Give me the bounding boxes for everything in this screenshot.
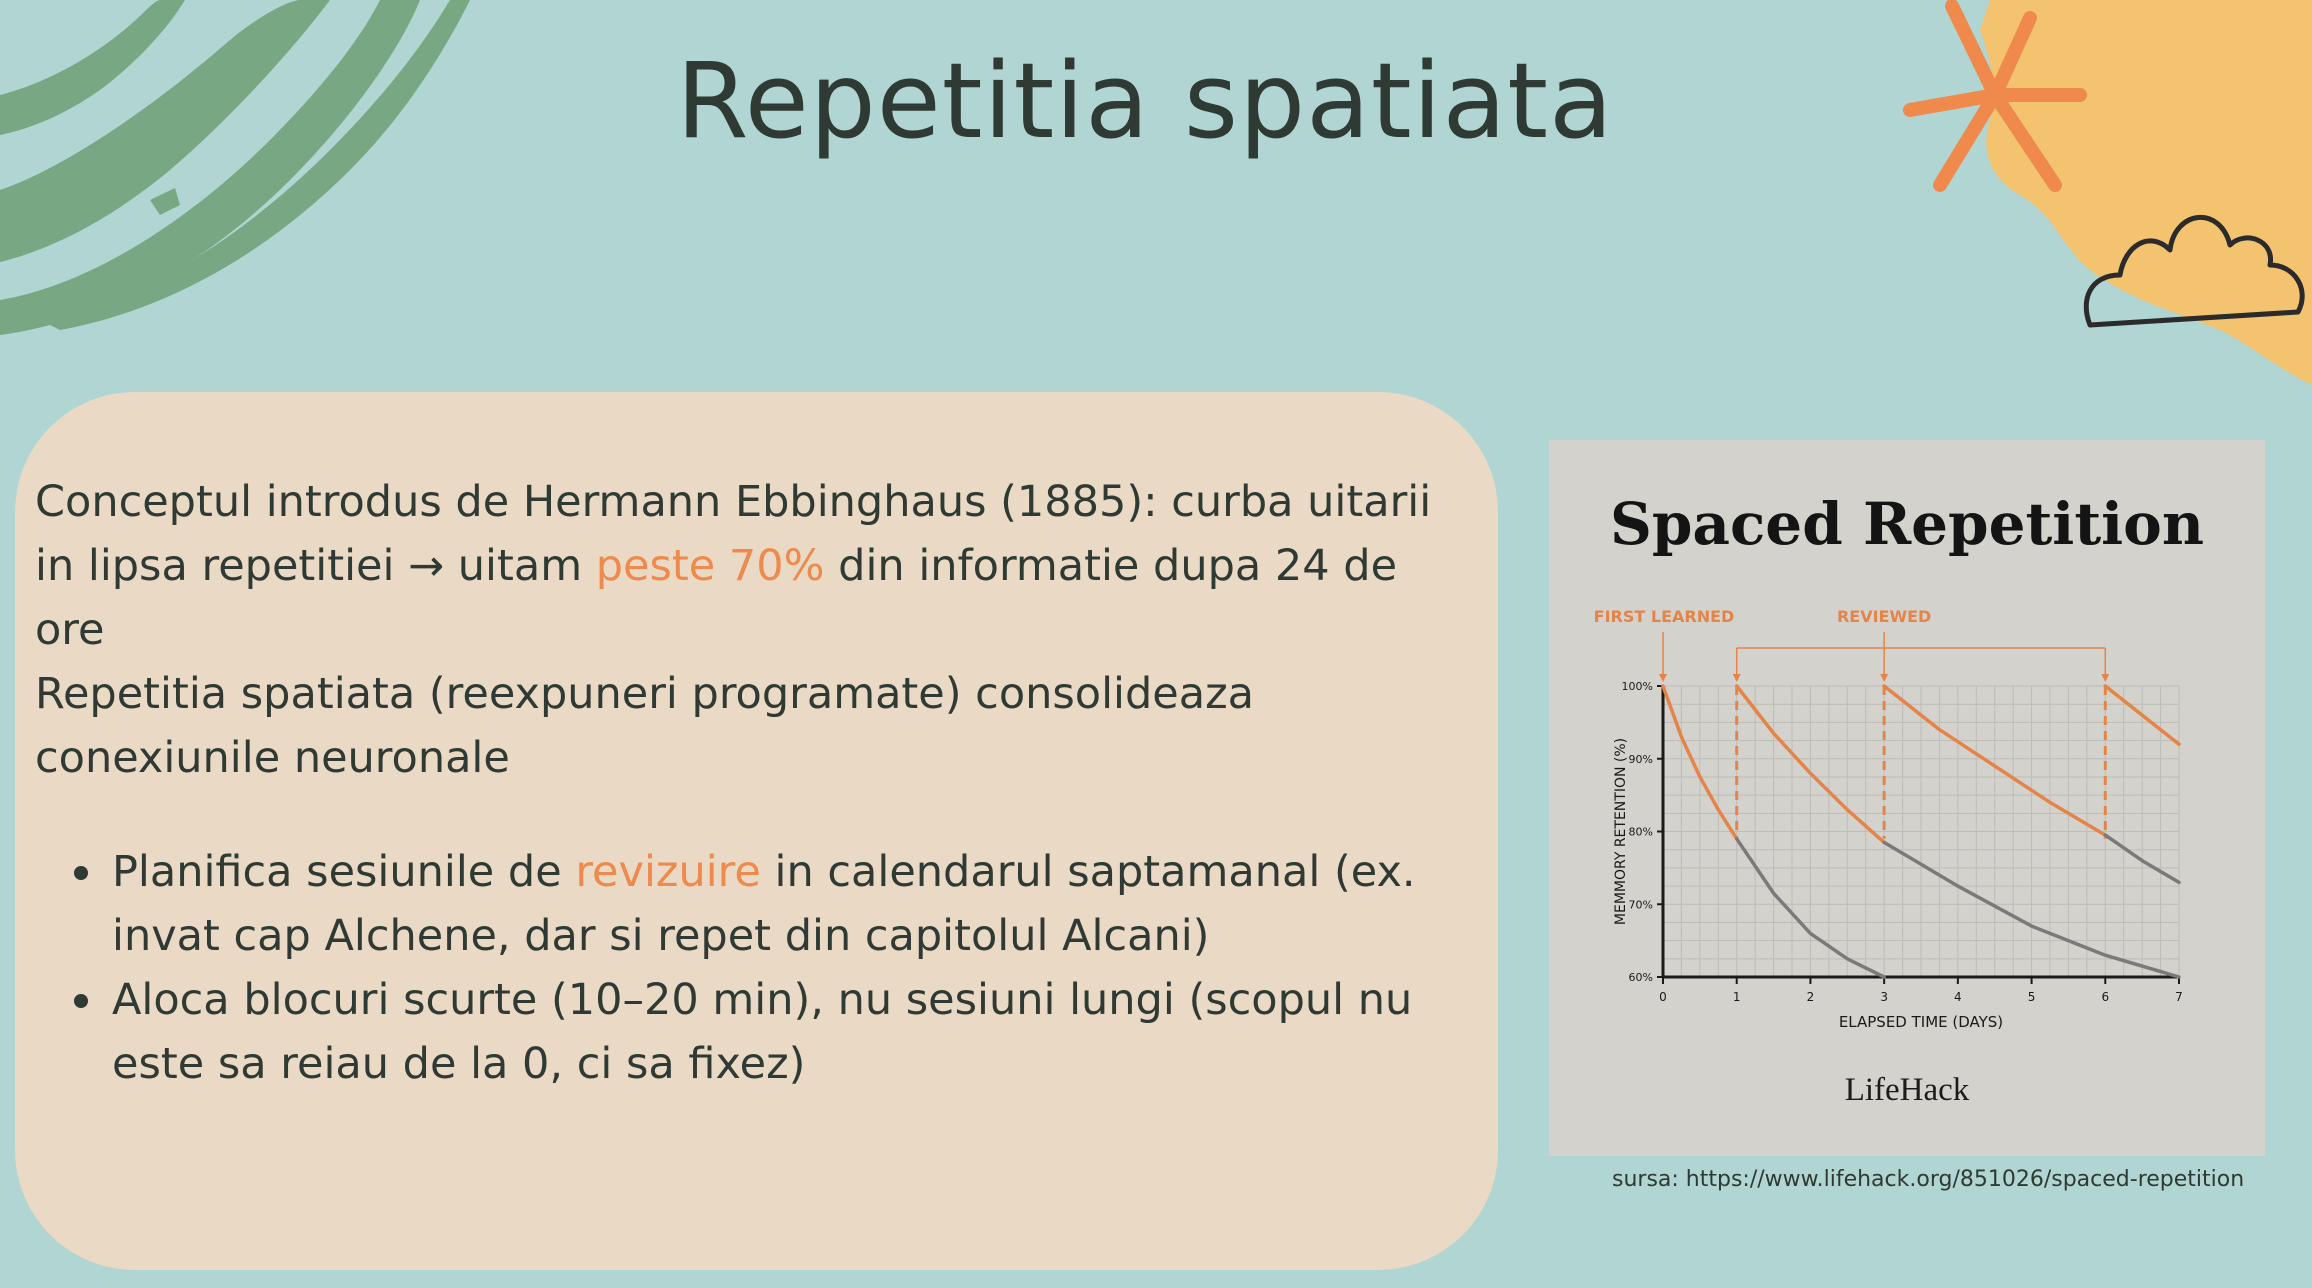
content-text [35, 470, 1475, 1096]
x-tick-label: 3 [1880, 990, 1888, 1004]
reviewed-arrowhead [2101, 674, 2109, 682]
y-tick-label: 80% [1628, 825, 1653, 839]
y-axis-label: MEMMORY RETENTION (%) [1613, 737, 1629, 926]
x-tick-label: 7 [2175, 990, 2183, 1004]
y-tick-label: 60% [1628, 971, 1653, 984]
first-learned-label: FIRST LEARNED [1593, 607, 1735, 626]
spaced-repetition-figure [1549, 440, 2265, 1156]
page-title: Repetitia spatiata [676, 40, 1614, 162]
x-axis-label: ELAPSED TIME (DAYS) [1838, 1013, 2004, 1031]
x-tick-label: 6 [2101, 990, 2110, 1004]
reviewed-arrowhead [1733, 674, 1741, 682]
y-tick-label: 90% [1628, 752, 1653, 766]
y-tick-label: 70% [1628, 898, 1653, 912]
figure-title: Spaced Repetition [1609, 490, 2205, 558]
bullet-list [35, 840, 1475, 1096]
x-tick-label: 5 [2027, 990, 2036, 1004]
reviewed-label: REVIEWED [1836, 607, 1932, 626]
x-tick-label: 2 [1806, 990, 1815, 1004]
retention-chart [1549, 440, 2265, 1156]
source-caption: sursa: https://www.lifehack.org/851026/spaced-repetition [1612, 1167, 2245, 1192]
bullet-item-planning: Planifica sesiunile de revizuire in calendarul saptamanal (ex. invat cap Alchene, dar si repet din capitolul Alcani) [112, 840, 1475, 968]
x-tick-label: 0 [1659, 990, 1667, 1004]
reviewed-arrowhead [1880, 674, 1888, 682]
y-tick-label: 100% [1621, 680, 1653, 693]
paragraph-spaced-repetition: Repetitia spatiata (reexpuneri programate) consolideaza conexiunile neuronale [35, 669, 1255, 783]
cloud-outline-decoration [2080, 200, 2312, 340]
lifehack-brand: LifeHack [1844, 1072, 1970, 1108]
x-tick-label: 4 [1954, 990, 1962, 1004]
highlight-revizuire: revizuire [575, 847, 761, 897]
bullet-item-short-blocks: Aloca blocuri scurte (10–20 min), nu sesiuni lungi (scopul nu este sa reiau de la 0, ci sa fixez) [112, 968, 1475, 1096]
first-learned-arrowhead [1659, 674, 1667, 682]
x-tick-label: 1 [1732, 990, 1741, 1004]
paragraph-ebbinghaus: Conceptul introdus de Hermann Ebbinghaus (1885): curba uitarii in lipsa repetitiei → uitam peste 70% din informatie dupa 24 de ore [35, 477, 1432, 655]
highlight-percentage: peste 70% [595, 541, 825, 591]
